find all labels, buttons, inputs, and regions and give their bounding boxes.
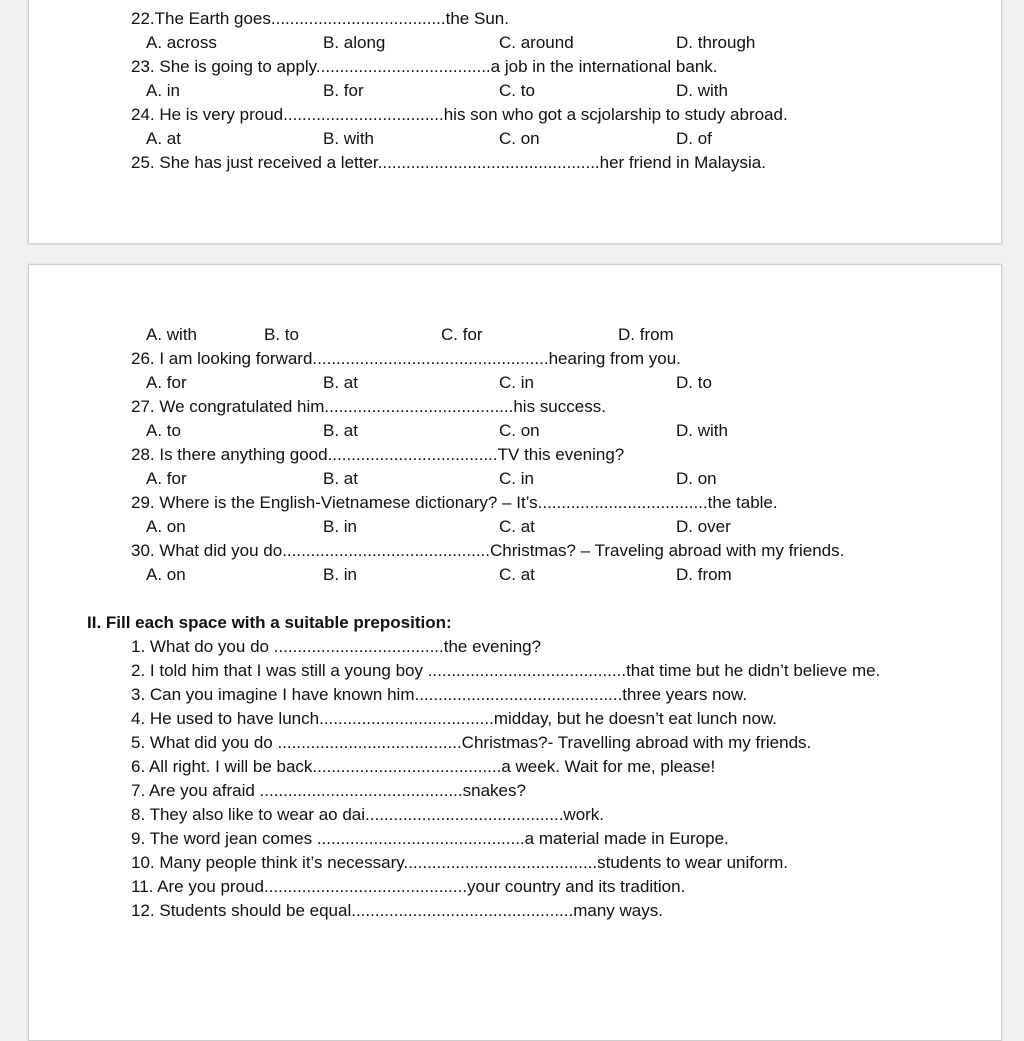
- q30-option-c: C. at: [499, 565, 535, 584]
- question-23: 23. She is going to apply.....................................a job in the international bank.: [131, 57, 718, 76]
- fill-item-7: 7. Are you afraid ...........................................snakes?: [131, 781, 526, 800]
- fill-item-11: 11. Are you proud...........................................your country and its tradition.: [131, 877, 686, 896]
- q24-option-a: A. at: [146, 129, 181, 148]
- fill-item-9: 9. The word jean comes ............................................a material made in Europe.: [131, 829, 729, 848]
- q26-option-b: B. at: [323, 373, 358, 392]
- q22-option-a: A. across: [146, 33, 217, 52]
- page-top: [28, 0, 1002, 244]
- q26-option-d: D. to: [676, 373, 712, 392]
- q29-option-c: C. at: [499, 517, 535, 536]
- q27-option-d: D. with: [676, 421, 728, 440]
- question-24: 24. He is very proud..................................his son who got a scjolarship to study abroad.: [131, 105, 788, 124]
- fill-item-5: 5. What did you do .......................................Christmas?- Travelling abroad with my friends.: [131, 733, 812, 752]
- q25-option-a: A. with: [146, 325, 198, 344]
- question-28: 28. Is there anything good....................................TV this evening?: [131, 445, 625, 464]
- q28-option-a: A. for: [146, 469, 187, 488]
- q27-option-b: B. at: [323, 421, 358, 440]
- question-30: 30. What did you do............................................Christmas? – Traveling abroad with my friends.: [131, 541, 845, 560]
- q23-option-b: B. for: [323, 81, 364, 100]
- fill-item-2: 2. I told him that I was still a young boy ..........................................that time but he didn’t believe me.: [131, 661, 881, 680]
- fill-item-1: 1. What do you do ....................................the evening?: [131, 637, 542, 656]
- q29-option-d: D. over: [676, 517, 731, 536]
- question-27: 27. We congratulated him........................................his success.: [131, 397, 606, 416]
- q30-option-b: B. in: [323, 565, 358, 584]
- q29-option-a: A. on: [146, 517, 186, 536]
- q24-option-b: B. with: [323, 129, 375, 148]
- question-26: 26. I am looking forward..................................................hearing from you.: [131, 349, 681, 368]
- question-25: 25. She has just received a letter...............................................her friend in Malaysia.: [131, 153, 766, 172]
- fill-item-4: 4. He used to have lunch.....................................midday, but he doesn’t eat lunch now.: [131, 709, 778, 728]
- section-2-title: II. Fill each space with a suitable preposition:: [87, 613, 452, 632]
- fill-item-10: 10. Many people think it’s necessary.........................................students to wear uniform.: [131, 853, 788, 872]
- q23-option-c: C. to: [499, 81, 535, 100]
- q22-option-c: C. around: [499, 33, 574, 52]
- fill-item-8: 8. They also like to wear ao dai..........................................work.: [131, 805, 605, 824]
- question-22: 22.The Earth goes.....................................the Sun.: [131, 9, 509, 28]
- q28-option-c: C. in: [499, 469, 534, 488]
- q23-option-d: D. with: [676, 81, 728, 100]
- q22-option-b: B. along: [323, 33, 386, 52]
- fill-item-12: 12. Students should be equal...............................................many ways.: [131, 901, 663, 920]
- q30-option-d: D. from: [676, 565, 732, 584]
- q26-option-a: A. for: [146, 373, 187, 392]
- page-bottom: [28, 264, 1002, 1041]
- q22-option-d: D. through: [676, 33, 756, 52]
- q25-option-b: B. to: [264, 325, 299, 344]
- q28-option-d: D. on: [676, 469, 717, 488]
- q27-option-c: C. on: [499, 421, 540, 440]
- fill-item-3: 3. Can you imagine I have known him............................................three years now.: [131, 685, 748, 704]
- q28-option-b: B. at: [323, 469, 358, 488]
- q26-option-c: C. in: [499, 373, 534, 392]
- q25-option-d: D. from: [618, 325, 674, 344]
- q23-option-a: A. in: [146, 81, 181, 100]
- q24-option-d: D. of: [676, 129, 712, 148]
- q24-option-c: C. on: [499, 129, 540, 148]
- q30-option-a: A. on: [146, 565, 186, 584]
- question-29: 29. Where is the English-Vietnamese dictionary? – It’s....................................the table.: [131, 493, 778, 512]
- q29-option-b: B. in: [323, 517, 358, 536]
- q25-option-c: C. for: [441, 325, 483, 344]
- fill-item-6: 6. All right. I will be back........................................a week. Wait for me, please!: [131, 757, 716, 776]
- q27-option-a: A. to: [146, 421, 181, 440]
